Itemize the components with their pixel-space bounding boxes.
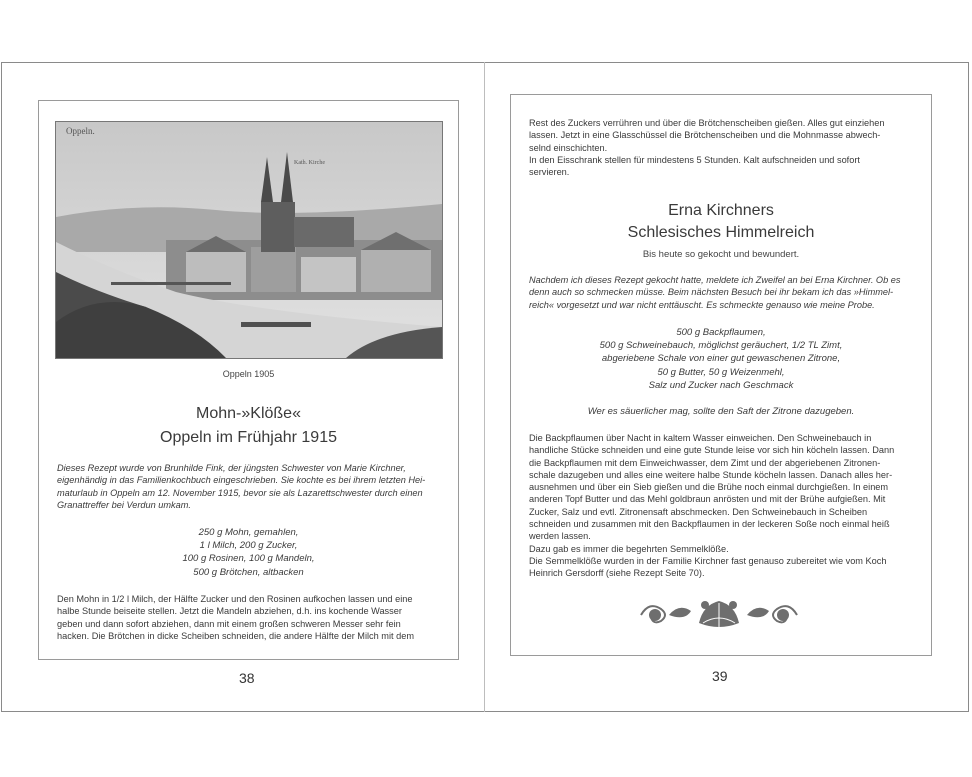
method-line: Heinrich Gersdorff (siehe Rezept Seite 70). [529,568,705,579]
method-line: halbe Stunde beiseite stellen. Jetzt die Mandeln abziehen, d.h. ins kochende Wasser [57,606,402,617]
method-line: anderen Topf Butter und das Mehl goldbraun anrösten und mit der Brühe aufgießen. Mit [529,494,886,505]
left-page [38,100,459,660]
ingredient-item: 100 g Rosinen, 100 g Mandeln, [182,553,315,565]
recipe-intro [57,462,441,511]
intro-line: eigenhändig in das Familienkochbuch eingeschrieben. Sie kochte es bei ihrem letzten Hei- [57,475,426,486]
intro-line: Granattreffer bei Verdun umkam. [57,499,191,510]
intro-line: Dieses Rezept wurde von Brunhilde Fink, der jüngsten Schwester von Marie Kirchner, [57,463,406,473]
intro-line: Nachdem ich dieses Rezept gekocht hatte, meldete ich Zweifel an bei Erna Kirchner. Ob es [529,275,901,285]
continuation-line: servieren. [529,167,570,178]
ingredient-item: 500 g Schweinebauch, möglichst geräuchert, 1/2 TL Zimt, [599,340,843,352]
method-line: Dazu gab es immer die begehrten Semmelklöße. [529,543,729,554]
intro-line: reich« vorgesetzt und war nicht enttäuscht. Es schmeckte genauso wie meine Probe. [529,299,875,310]
continuation-line: lassen. Jetzt in eine Glasschüssel die Brötchenscheiben und die Mohnmasse abwech- [529,130,881,141]
method-line: handliche Stücke schneiden und eine gute Stunde leise vor sich hin köcheln lassen. Dann [529,445,895,456]
intro-line: denn auch so schmecken müsse. Beim nächsten Besuch bei ihr bekam ich das »Himmel- [529,287,894,298]
right-page [510,94,932,656]
method-line: die Backpflaumen mit dem Einweichwasser, dem Zimt und der abgeriebenen Zitronen- [529,457,881,468]
ingredient-item: 500 g Backpflaumen, [676,327,766,338]
method-line: schneiden und zusammen mit den Backpflaumen in der leckeren Soße noch einmal heiß [529,519,890,530]
page-number-right: 39 [712,668,728,684]
method-line: werden lassen. [529,531,591,542]
method-line: Zucker, Salz und evtl. Zitronensaft abschmecken. Den Schweinebauch in Scheiben [529,506,868,517]
continuation-line: Rest des Zuckers verrühren und über die Brötchenscheiben gießen. Alles gut einziehen [529,118,885,128]
continuation-line: selnd einschichten. [529,142,608,153]
method-line: Den Mohn in 1/2 l Milch, der Hälfte Zucker und den Rosinen aufkochen lassen und eine [57,594,413,604]
oppeln-photo-image [56,122,442,358]
continuation-text [529,117,915,178]
intro-line: maturlaub in Oppeln am 12. November 1915, bevor sie als Lazarettschwester durch einen [57,487,423,498]
method-line: hacken. Die Brötchen in dicke Scheiben schneiden, die andere Hälfte der Milch mit dem [57,630,414,641]
book-spine [484,62,485,712]
floral-ornament-icon [639,595,799,635]
recipe-method [529,432,915,580]
method-line: schale dazugeben und alles eine weitere halbe Stunde köcheln lassen. Danach alles her- [529,469,893,480]
method-line: ausnehmen und über ein Sieb gießen und die Brühe noch einmal durchgießen. In einem [529,482,889,493]
page-number-left: 38 [239,670,255,686]
method-line: Die Semmelklöße wurden in der Familie Kirchner fast genauso zubereitet wie vom Koch [529,555,887,566]
photo-caption: Oppeln 1905 [222,369,275,379]
photo-label-church: Kath. Kirche [294,160,325,166]
method-line: geben und dann sofort abziehen, dann mit einem großen schweren Messer sehr fein [57,618,401,629]
recipe-title-line1: Erna Kirchners [668,202,774,219]
ingredient-item: 50 g Butter, 50 g Weizenmehl, [657,366,785,378]
recipe-intro [529,274,915,311]
oppeln-photograph [55,121,443,359]
ingredient-list [39,526,458,579]
recipe-subtitle: Bis heute so gekocht und bewundert. [642,249,800,260]
ingredient-item: 250 g Mohn, gemahlen, [198,527,299,538]
ingredient-item: Salz und Zucker nach Geschmack [648,379,794,391]
recipe-title-line2: Schlesisches Himmelreich [627,224,815,241]
continuation-line: In den Eisschrank stellen für mindestens 5 Stunden. Kalt aufschneiden und sofort [529,154,860,165]
method-line: Die Backpflaumen über Nacht in kaltem Wasser einweichen. Den Schweinebauch in [529,433,872,443]
recipe-title-line2: Oppeln im Frühjahr 1915 [160,429,337,446]
recipe-title-line1: Mohn-»Klöße« [196,405,301,422]
ingredient-item: abgeriebene Schale von einer gut gewaschenen Zitrone, [601,353,841,365]
ingredient-item: 1 l Milch, 200 g Zucker, [199,540,298,552]
ingredient-list [511,326,931,392]
recipe-tip: Wer es säuerlicher mag, sollte den Saft der Zitrone dazugeben. [587,406,855,417]
recipe-method [57,593,441,642]
photo-label-oppeln: Oppeln. [66,126,95,136]
ingredient-item: 500 g Brötchen, altbacken [193,566,304,578]
